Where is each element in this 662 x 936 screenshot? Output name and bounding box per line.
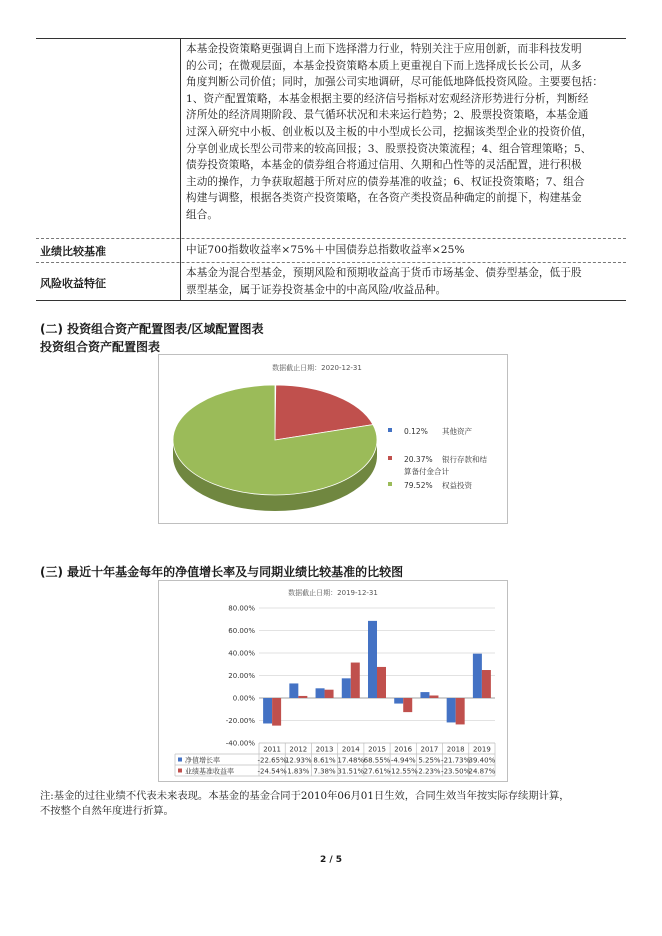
bar-chart-container [158,580,508,782]
y-tick-label: 20.00% [228,672,255,680]
data-label: 27.61% [363,767,391,776]
legend-marker-equity [388,482,392,486]
y-tick-label: -40.00% [225,739,255,748]
bar-benchmark-2017 [429,695,438,698]
bar-nav-2017 [420,692,429,698]
bar-benchmark-2014 [351,663,360,698]
page-total: 5 [335,855,343,865]
y-tick-label: 0.00% [232,694,255,703]
strategy-line: 济所处的经济周期阶段、景气循环状况和未来运行趋势；2、股票投资策略，本基金通 [186,109,589,122]
risk-line: 票型基金，属于证券投资基金中的中高风险/收益品种。 [186,283,447,296]
bar-benchmark-2013 [325,690,334,698]
performance-note [40,789,630,819]
bar-y-ticks [226,605,256,748]
data-label: 17.48% [337,756,365,765]
table-top-border [36,38,626,39]
page-current: 2 [319,855,327,865]
page-separator: / [329,855,333,865]
x-tick-label: 2013 [315,745,334,754]
table-divider [180,38,181,238]
table-divider [180,262,181,300]
bar-nav-2011 [263,698,272,723]
note-line: 不按整个自然年度进行折算。 [40,805,174,817]
bar-nav-2012 [289,683,298,698]
data-label: 7.38% [313,767,336,776]
data-label: -21.73% [441,756,471,765]
data-label: -23.50% [441,767,471,776]
bar-benchmark-2011 [272,698,281,726]
data-label: -22.65% [257,756,287,765]
table-divider [180,238,181,262]
pie-chart [159,355,507,523]
data-label: 2.23% [418,767,441,776]
table-bottom-border [36,300,626,301]
bar-nav-2015 [368,621,377,698]
bar-nav-2019 [473,654,482,698]
bar-nav-2013 [316,688,325,698]
strategy-line: 主动的操作，力争获取超越于所对应的债券基准的收益；6、权证投资策略；7、组合 [186,175,585,188]
strategy-line: 组合。 [186,208,219,221]
y-tick-label: -20.00% [225,717,255,725]
benchmark-value: 中证700指数收益率×75%＋中国债券总指数收益率×25% [186,244,465,256]
series-legend-label: 业绩基准收益率 [185,767,234,776]
data-label: 31.51% [337,767,365,776]
row-divider [36,238,626,239]
bar-nav-2014 [342,678,351,698]
series-legend-label: 净值增长率 [185,756,220,765]
bar-benchmark-2016 [403,698,412,712]
data-label: 5.25% [418,756,441,765]
legend-value-other: 0.12% [404,427,428,436]
series-legend-marker [178,769,182,773]
bar-marks [263,621,491,726]
strategy-line: 分享创业成长型公司带来的较高回报；3、股票投资决策流程；4、组合管理策略；5、 [186,142,592,155]
section2-subtitle: 投资组合资产配置图表 [40,340,161,354]
pie-chart-title: 数据截止日期：2020-12-31 [272,364,362,372]
series-legend-marker [178,758,182,762]
strategy-line: 构建与调整，根据各类资产投资策略，在各资产类投资品种确定的前提下，构建基金 [186,192,582,205]
legend-label-cash-2: 算备付金合计 [404,467,449,476]
strategy-line: 本基金投资策略更强调自上而下选择潜力行业，特别关注于应用创新，而非科技发明 [186,43,582,55]
risk-value [186,265,622,298]
bar-chart [159,581,507,781]
y-tick-label: 80.00% [228,604,255,613]
x-tick-label: 2014 [341,745,360,754]
y-tick-label: 40.00% [228,649,255,658]
bar-chart-title: 数据截止日期：2019-12-31 [288,589,378,597]
page-number [0,855,662,865]
x-tick-label: 2011 [263,745,282,754]
legend-label-cash-1: 银行存款和结 [442,455,487,464]
risk-label: 风险收益特征 [40,277,106,290]
risk-line: 本基金为混合型基金，预期风险和预期收益高于货币市场基金、债券型基金，低于股 [186,267,582,279]
data-label: -24.54% [257,767,287,776]
data-label: 24.87% [468,767,496,776]
x-tick-label: 2017 [420,745,439,754]
strategy-line: 过深入研究中小板、创业板以及主板的中小型成长公司，挖掘该类型企业的投资价值， [186,125,593,138]
strategy-line: 角度判断公司价值；同时，加强公司实地调研，尽可能低地降低投资风险。主要要包括： [186,76,604,89]
y-tick-label: 60.00% [228,627,255,635]
pie-slices [173,385,377,495]
strategy-text [186,41,622,224]
bar-benchmark-2018 [456,698,465,724]
x-tick-label: 2018 [446,745,465,754]
x-tick-label: 2012 [289,745,308,754]
note-line: 注:基金的过往业绩不代表未来表现。本基金的基金合同于2010年06月01日生效，合同生效当年按实际存续期计算， [40,790,570,802]
bar-benchmark-2019 [482,670,491,698]
bar-data-table [175,743,496,776]
section2-title: (二) 投资组合资产配置图表/区域配置图表 [40,322,264,336]
data-label: -12.55% [388,767,418,776]
legend-marker-cash [388,456,392,460]
data-label: 68.55% [363,756,391,765]
legend-label-equity: 权益投资 [442,481,472,490]
strategy-line: 1、资产配置策略，本基金根据主要的经济信号指标对宏观经济形势进行分析，判断经 [186,92,589,105]
bar-nav-2016 [394,698,403,704]
benchmark-label: 业绩比较基准 [40,245,106,258]
data-label: -4.94% [390,756,416,765]
legend-label-other: 其他资产 [442,427,472,436]
section3-title: (三) 最近十年基金每年的净值增长率及与同期业绩比较基准的比较图 [40,565,404,579]
legend-value-cash: 20.37% [404,455,433,464]
strategy-line: 的公司；在微观层面，本基金投资策略本质上更重视自下而上选择成长长公司，从多 [186,59,582,72]
data-label: 12.93% [284,756,312,765]
legend-marker-other [388,428,392,432]
data-label: 1.83% [287,767,310,776]
x-tick-label: 2016 [394,745,413,754]
data-label: 39.40% [468,756,496,765]
data-label: 8.61% [313,756,336,765]
pie-chart-container [158,354,508,524]
bar-benchmark-2012 [298,696,307,698]
bar-benchmark-2015 [377,667,386,698]
legend-value-equity: 79.52% [404,481,433,490]
x-tick-label: 2019 [472,745,491,754]
strategy-line: 债券投资策略，本基金的债券组合将通过信用、久期和凸性等的灵活配置，进行积极 [186,159,582,172]
bar-nav-2018 [447,698,456,722]
row-divider [36,262,626,263]
x-tick-label: 2015 [368,745,386,754]
